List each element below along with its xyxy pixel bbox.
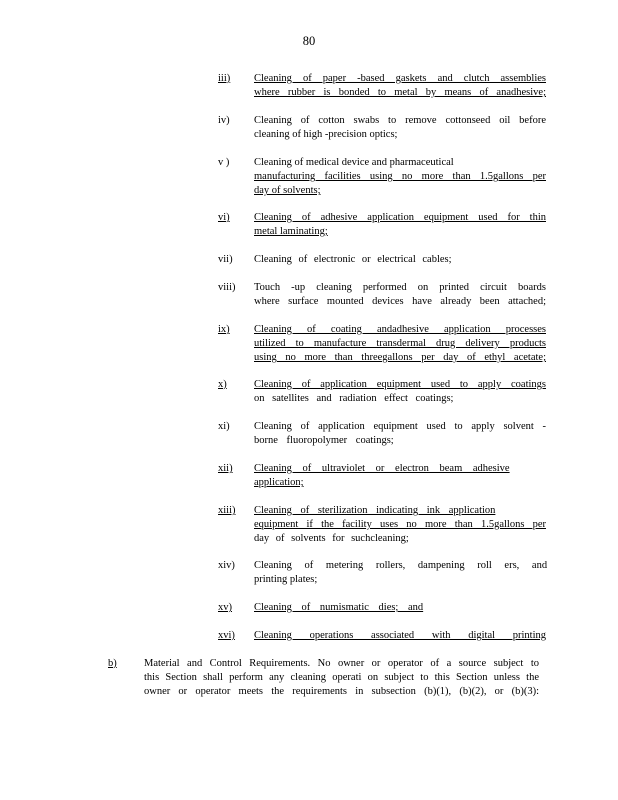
item-text-line: Cleaning of coating andadhesive application processes xyxy=(254,324,546,335)
item-text-line: where rubber is bonded to metal by means of anadhesive; xyxy=(254,87,546,98)
item-text-line: manufacturing facilities using no more than 1.5gallons per xyxy=(254,171,546,182)
item-number: xiii) xyxy=(218,505,236,516)
item-text-line: Cleaning of ultraviolet or electron beam adhesive xyxy=(254,463,510,474)
item-text-line: Cleaning of application equipment used to apply solvent - xyxy=(254,421,546,432)
item-number: viii) xyxy=(218,282,236,293)
section-text-line: this Section shall perform any cleaning operati on subject to this Section unless the xyxy=(144,672,539,683)
item-text-line: utilized to manufacture transdermal drug delivery products xyxy=(254,338,546,349)
section-text-line: Material and Control Requirements. No owner or operator of a source subject to xyxy=(144,658,539,669)
item-number: xiv) xyxy=(218,560,235,571)
item-text-line: Cleaning of medical device and pharmaceutical xyxy=(254,157,454,168)
item-text-line: Cleaning of numismatic dies; and xyxy=(254,602,424,613)
item-text-line: application; xyxy=(254,477,304,488)
item-text-line: borne fluoropolymer coatings; xyxy=(254,435,394,446)
item-text-line: Cleaning of adhesive application equipment used for thin xyxy=(254,212,546,223)
item-number: iv) xyxy=(218,115,230,126)
item-number: v ) xyxy=(218,157,230,168)
section-number: b) xyxy=(108,658,117,669)
item-number: xvi) xyxy=(218,630,235,641)
item-text-line: Cleaning of application equipment used to apply coatings xyxy=(254,379,546,390)
item-text-line: Cleaning of sterilization indicating ink application xyxy=(254,505,496,516)
item-text-line: Cleaning of electronic or electrical cables; xyxy=(254,254,452,265)
item-number: xv) xyxy=(218,602,232,613)
item-text-line: Cleaning of cotton swabs to remove cottonseed oil before xyxy=(254,115,546,126)
item-text-line: metal laminating; xyxy=(254,226,328,237)
item-text-line: day of solvents for suchcleaning; xyxy=(254,533,409,544)
item-number: xii) xyxy=(218,463,233,474)
item-text-line: on satellites and radiation effect coatings; xyxy=(254,393,454,404)
item-number: iii) xyxy=(218,73,231,84)
section-text-line: owner or operator meets the requirements in subsection (b)(1), (b)(2), or (b)(3): xyxy=(144,686,539,697)
item-text-line: where surface mounted devices have already been attached; xyxy=(254,296,546,307)
item-text-line: printing plates; xyxy=(254,574,318,585)
item-text-line: using no more than threegallons per day of ethyl acetate; xyxy=(254,352,546,363)
item-text-line: Touch -up cleaning performed on printed circuit boards xyxy=(254,282,546,293)
item-text-line: day of solvents; xyxy=(254,185,321,196)
item-text-line: Cleaning of metering rollers, dampening roll ers, and xyxy=(254,560,548,571)
item-text-line: Cleaning of paper -based gaskets and clutch assemblies xyxy=(254,73,546,84)
item-number: xi) xyxy=(218,421,230,432)
item-text-line: equipment if the facility uses no more than 1.5gallons per xyxy=(254,519,546,530)
item-number: vi) xyxy=(218,212,230,223)
item-number: x) xyxy=(218,379,227,390)
item-number: ix) xyxy=(218,324,230,335)
item-text-line: cleaning of high -precision optics; xyxy=(254,129,398,140)
item-text-line: Cleaning operations associated with digital printing xyxy=(254,630,546,641)
page-number: 80 xyxy=(302,34,316,48)
item-number: vii) xyxy=(218,254,233,265)
